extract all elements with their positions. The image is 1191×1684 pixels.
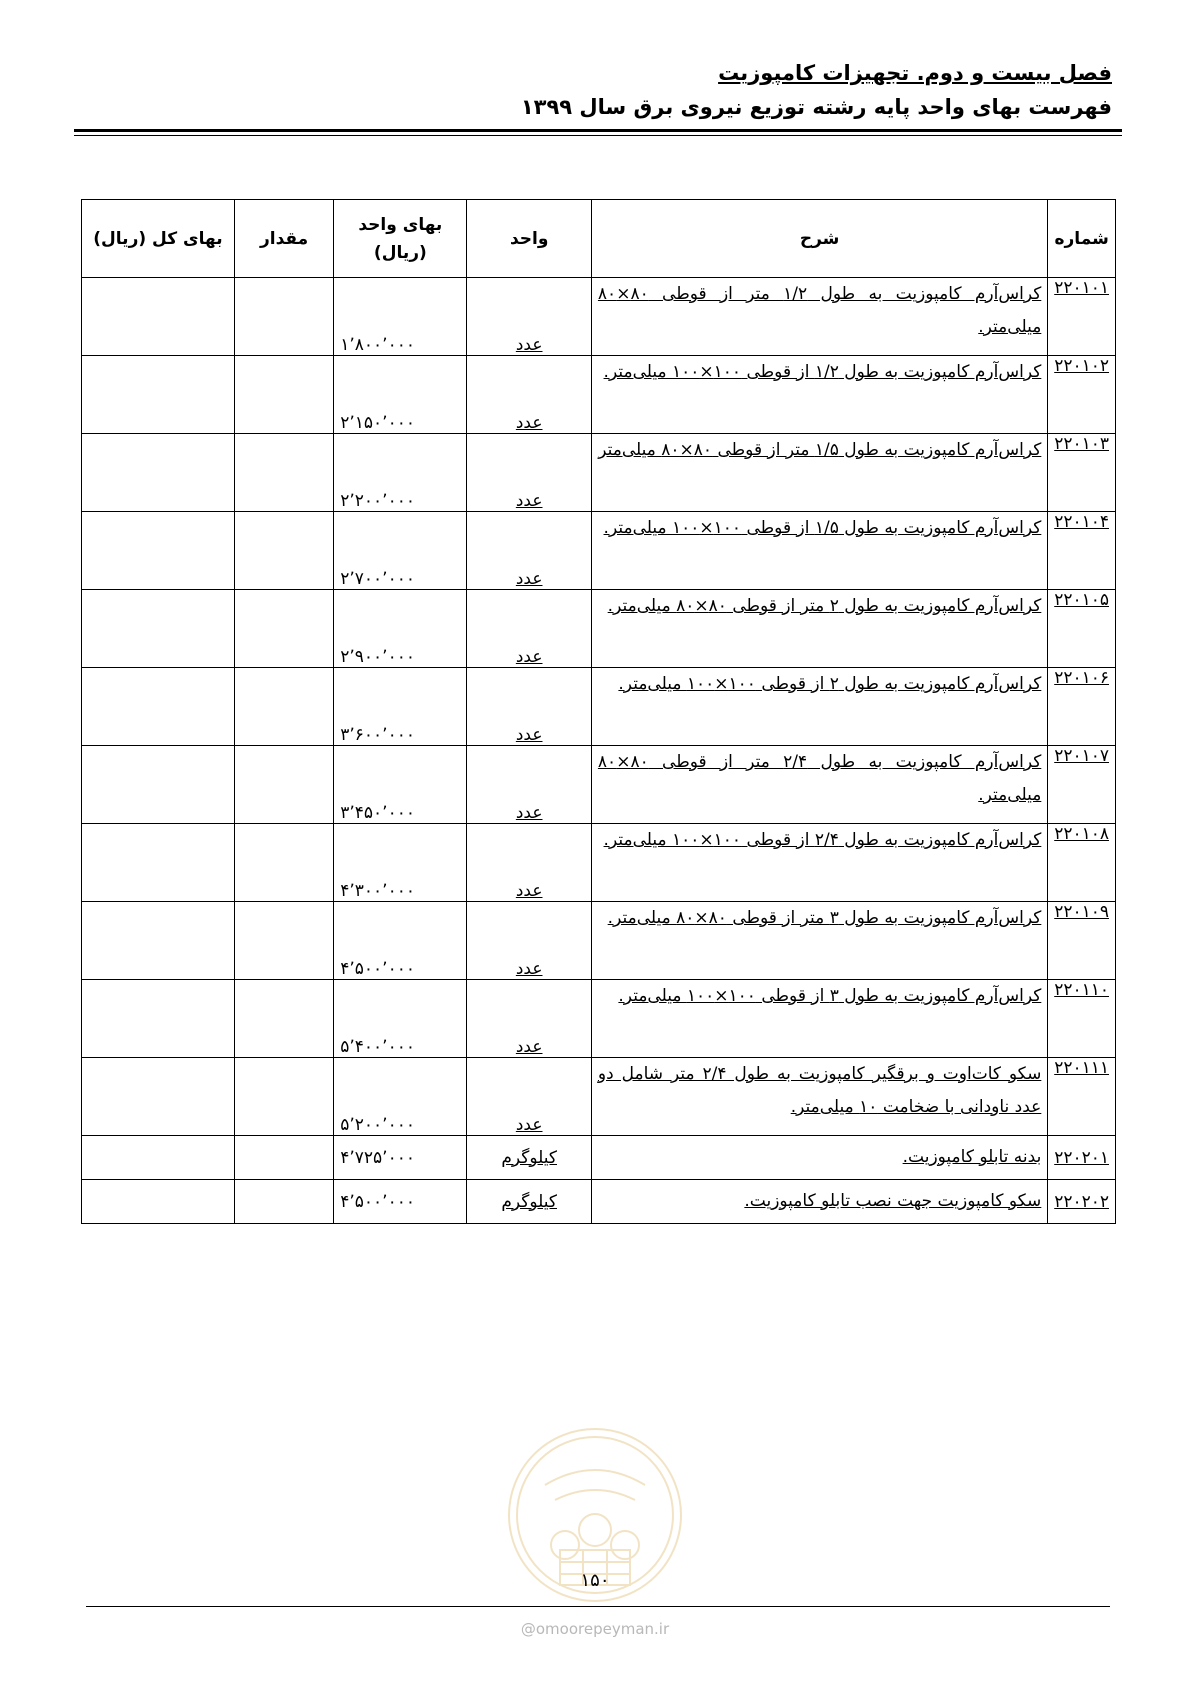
row-unit: عدد bbox=[467, 356, 591, 434]
column-header-unit: واحد bbox=[467, 200, 591, 278]
row-unit: عدد bbox=[467, 824, 591, 902]
row-unit: عدد bbox=[467, 1058, 591, 1136]
row-description: سکو کامپوزیت جهت نصب تابلو کامپوزیت. bbox=[591, 1180, 1047, 1224]
row-quantity bbox=[234, 980, 333, 1058]
table-row bbox=[82, 434, 1116, 512]
row-unit: عدد bbox=[467, 434, 591, 512]
row-unit-price: ۴٬۵۰۰٬۰۰۰ bbox=[334, 902, 467, 980]
row-unit: عدد bbox=[467, 980, 591, 1058]
unit-price-header-line1: بهای واحد bbox=[358, 214, 443, 235]
table-row bbox=[82, 512, 1116, 590]
row-unit-price: ۵٬۴۰۰٬۰۰۰ bbox=[334, 980, 467, 1058]
price-table bbox=[81, 199, 1116, 1224]
table-row bbox=[82, 1058, 1116, 1136]
row-total bbox=[82, 434, 235, 512]
row-unit: عدد bbox=[467, 668, 591, 746]
table-row bbox=[82, 980, 1116, 1058]
row-code: ۲۲۰۱۰۵ bbox=[1048, 590, 1116, 668]
row-description: کراس‌آرم کامپوزیت به طول ۲/۴ متر از قوطی ۸۰×۸۰ میلی‌متر. bbox=[591, 746, 1047, 824]
row-code: ۲۲۰۱۰۴ bbox=[1048, 512, 1116, 590]
row-quantity bbox=[234, 902, 333, 980]
row-unit-price: ۲٬۹۰۰٬۰۰۰ bbox=[334, 590, 467, 668]
row-description: کراس‌آرم کامپوزیت به طول ۲ متر از قوطی ۸۰×۸۰ میلی‌متر. bbox=[591, 590, 1047, 668]
row-total bbox=[82, 1058, 235, 1136]
table-row bbox=[82, 1180, 1116, 1224]
row-description: کراس‌آرم کامپوزیت به طول ۱/۵ متر از قوطی ۸۰×۸۰ میلی‌متر bbox=[591, 434, 1047, 512]
row-unit-price: ۳٬۴۵۰٬۰۰۰ bbox=[334, 746, 467, 824]
row-total bbox=[82, 278, 235, 356]
row-total bbox=[82, 746, 235, 824]
column-header-code: شماره bbox=[1048, 200, 1116, 278]
site-watermark: @omoorepeyman.ir bbox=[520, 1620, 670, 1638]
row-total bbox=[82, 980, 235, 1058]
row-unit-price: ۲٬۷۰۰٬۰۰۰ bbox=[334, 512, 467, 590]
row-unit: کیلوگرم bbox=[467, 1136, 591, 1180]
row-code: ۲۲۰۱۰۸ bbox=[1048, 824, 1116, 902]
table-row bbox=[82, 746, 1116, 824]
row-description: کراس‌آرم کامپوزیت به طول ۱/۲ از قوطی ۱۰۰×۱۰۰ میلی‌متر. bbox=[591, 356, 1047, 434]
row-description: کراس‌آرم کامپوزیت به طول ۳ از قوطی ۱۰۰×۱۰۰ میلی‌متر. bbox=[591, 980, 1047, 1058]
page-header bbox=[74, 56, 1122, 124]
row-quantity bbox=[234, 1136, 333, 1180]
row-quantity bbox=[234, 278, 333, 356]
row-quantity bbox=[234, 590, 333, 668]
row-total bbox=[82, 668, 235, 746]
row-unit: عدد bbox=[467, 902, 591, 980]
row-total bbox=[82, 1136, 235, 1180]
row-unit: عدد bbox=[467, 590, 591, 668]
column-header-total: بهای کل (ریال) bbox=[82, 200, 235, 278]
row-quantity bbox=[234, 1058, 333, 1136]
row-description: کراس‌آرم کامپوزیت به طول ۲ از قوطی ۱۰۰×۱۰۰ میلی‌متر. bbox=[591, 668, 1047, 746]
row-total bbox=[82, 512, 235, 590]
row-total bbox=[82, 1180, 235, 1224]
table-row bbox=[82, 278, 1116, 356]
column-header-quantity: مقدار bbox=[234, 200, 333, 278]
row-code: ۲۲۰۱۰۲ bbox=[1048, 356, 1116, 434]
row-unit-price: ۳٬۶۰۰٬۰۰۰ bbox=[334, 668, 467, 746]
table-row bbox=[82, 1136, 1116, 1180]
row-quantity bbox=[234, 1180, 333, 1224]
row-unit-price: ۴٬۵۰۰٬۰۰۰ bbox=[334, 1180, 467, 1224]
row-code: ۲۲۰۱۰۷ bbox=[1048, 746, 1116, 824]
row-description: بدنه تابلو کامپوزیت. bbox=[591, 1136, 1047, 1180]
row-total bbox=[82, 902, 235, 980]
row-quantity bbox=[234, 512, 333, 590]
row-unit-price: ۵٬۲۰۰٬۰۰۰ bbox=[334, 1058, 467, 1136]
row-description: کراس‌آرم کامپوزیت به طول ۳ متر از قوطی ۸۰×۸۰ میلی‌متر. bbox=[591, 902, 1047, 980]
unit-price-header-line2: (ریال) bbox=[373, 242, 427, 263]
row-unit: عدد bbox=[467, 512, 591, 590]
table-row bbox=[82, 824, 1116, 902]
row-unit: عدد bbox=[467, 278, 591, 356]
row-total bbox=[82, 356, 235, 434]
row-description: سکو کات‌اوت و برقگیر کامپوزیت به طول ۲/۴ متر شامل دو عدد ناودانی با ضخامت ۱۰ میلی‌متر. bbox=[591, 1058, 1047, 1136]
table-row bbox=[82, 668, 1116, 746]
row-code: ۲۲۰۱۰۶ bbox=[1048, 668, 1116, 746]
row-code: ۲۲۰۲۰۲ bbox=[1048, 1180, 1116, 1224]
row-unit: عدد bbox=[467, 746, 591, 824]
row-unit-price: ۴٬۳۰۰٬۰۰۰ bbox=[334, 824, 467, 902]
footer-rule bbox=[86, 1606, 1110, 1607]
header-rule-thick bbox=[74, 129, 1122, 132]
page-number: ۱۵۰ bbox=[580, 1570, 610, 1591]
table-header-row bbox=[82, 200, 1116, 278]
row-description: کراس‌آرم کامپوزیت به طول ۱/۵ از قوطی ۱۰۰×۱۰۰ میلی‌متر. bbox=[591, 512, 1047, 590]
chapter-title: فصل بیست و دوم. تجهیزات کامپوزیت bbox=[718, 61, 1112, 85]
header-rule-thin bbox=[74, 135, 1122, 136]
row-quantity bbox=[234, 434, 333, 512]
row-quantity bbox=[234, 668, 333, 746]
row-quantity bbox=[234, 824, 333, 902]
row-unit-price: ۲٬۱۵۰٬۰۰۰ bbox=[334, 356, 467, 434]
book-title: فهرست بهای واحد پایه رشته توزیع نیروی برق سال ۱۳۹۹ bbox=[520, 95, 1112, 119]
table-row bbox=[82, 590, 1116, 668]
row-description: کراس‌آرم کامپوزیت به طول ۲/۴ از قوطی ۱۰۰×۱۰۰ میلی‌متر. bbox=[591, 824, 1047, 902]
row-unit-price: ۲٬۲۰۰٬۰۰۰ bbox=[334, 434, 467, 512]
row-unit-price: ۴٬۷۲۵٬۰۰۰ bbox=[334, 1136, 467, 1180]
row-code: ۲۲۰۱۰۱ bbox=[1048, 278, 1116, 356]
row-code: ۲۲۰۱۱۰ bbox=[1048, 980, 1116, 1058]
row-code: ۲۲۰۱۰۳ bbox=[1048, 434, 1116, 512]
row-quantity bbox=[234, 356, 333, 434]
column-header-description: شرح bbox=[591, 200, 1047, 278]
row-description: کراس‌آرم کامپوزیت به طول ۱/۲ متر از قوطی ۸۰×۸۰ میلی‌متر. bbox=[591, 278, 1047, 356]
row-total bbox=[82, 590, 235, 668]
row-code: ۲۲۰۱۰۹ bbox=[1048, 902, 1116, 980]
row-quantity bbox=[234, 746, 333, 824]
row-unit-price: ۱٬۸۰۰٬۰۰۰ bbox=[334, 278, 467, 356]
column-header-unit-price bbox=[334, 200, 467, 278]
table-row bbox=[82, 902, 1116, 980]
table-row bbox=[82, 356, 1116, 434]
row-unit: کیلوگرم bbox=[467, 1180, 591, 1224]
row-code: ۲۲۰۲۰۱ bbox=[1048, 1136, 1116, 1180]
row-total bbox=[82, 824, 235, 902]
row-code: ۲۲۰۱۱۱ bbox=[1048, 1058, 1116, 1136]
